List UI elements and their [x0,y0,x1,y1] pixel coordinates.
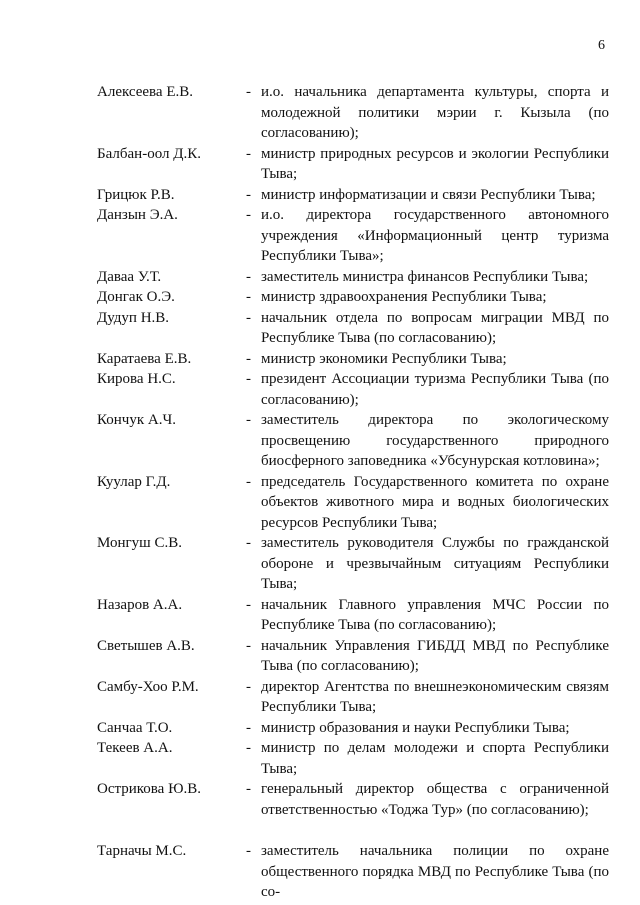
list-item [0,308,640,349]
member-name: Данзын Э.А. [97,207,178,223]
page-number: 6 [598,38,605,53]
member-name: Текеев А.А. [97,740,173,756]
list-item [0,287,640,308]
member-role: и.о. начальника департамента культуры, спорта и молодежной политики мэрии г. Кызыла (по согласованию); [261,84,609,141]
list-item [0,533,640,595]
member-role: министр здравоохранения Республики Тыва; [261,289,547,305]
dash-separator: - [246,678,251,695]
member-role: президент Ассоциации туризма Республики Тыва (по согласованию); [261,371,609,408]
list-item [0,595,640,636]
dash-separator: - [246,371,251,387]
member-role: заместитель начальника полиции по охране общественного порядка МВД по Республике Тыва (по со- [261,843,609,900]
dash-separator: - [246,535,251,551]
member-role: директор Агентства по внешнеэкономическим связям Республики Тыва; [261,678,609,715]
member-name: Дудуп Н.В. [97,309,170,326]
member-name: Острикова Ю.В. [97,781,201,797]
member-role: и.о. директора государственного автономного учреждения «Информационный центр туризма Республики Тыва»; [261,207,609,264]
member-name: Тарначы М.С. [97,843,187,859]
list-item [0,185,640,206]
dash-separator: - [246,207,251,223]
member-role: начальник отдела по вопросам миграции МВД по Республике Тыва (по согласованию); [261,309,609,346]
member-name: Донгак О.Э. [97,289,175,305]
member-name: Монгуш С.В. [97,535,182,551]
member-name: Куулар Г.Д. [97,473,171,490]
list-item [0,677,640,718]
member-role: министр природных ресурсов и экологии Республики Тыва; [261,145,609,182]
spacer [0,820,640,841]
dash-separator: - [246,186,251,203]
member-name: Светышев А.В. [97,637,195,654]
list-item [0,636,640,677]
member-name: Назаров А.А. [97,596,183,613]
dash-separator: - [246,740,251,756]
member-name: Грицюк Р.В. [97,186,175,203]
members-list [0,82,640,903]
member-name: Даваа У.Т. [97,268,162,285]
member-role: министр экономики Республики Тыва; [261,350,507,367]
dash-separator: - [246,596,251,613]
member-role: начальник Управления ГИБДД МВД по Республике Тыва (по согласованию); [261,637,609,674]
dash-separator: - [246,289,251,305]
list-item [0,82,640,144]
list-item [0,267,640,288]
member-name: Санчаа Т.О. [97,719,173,736]
member-name: Кирова Н.С. [97,371,176,387]
member-role: заместитель директора по экологическому просвещению государственного природного биосферного заповедника «Убсунурская котловина»; [261,412,609,469]
dash-separator: - [246,637,251,654]
member-name: Алексеева Е.В. [97,84,194,100]
member-name: Кончук А.Ч. [97,412,176,428]
member-name: Самбу-Хоо Р.М. [97,678,199,695]
member-name: Каратаева Е.В. [97,350,192,367]
member-role: начальник Главного управления МЧС России по Республике Тыва (по согласованию); [261,596,609,633]
member-role: заместитель руководителя Службы по гражданской обороне и чрезвычайным ситуациям Республики Тыва; [261,535,609,592]
dash-separator: - [246,719,251,736]
list-item [0,779,640,820]
dash-separator: - [246,84,251,100]
dash-separator: - [246,473,251,490]
dash-separator: - [246,268,251,285]
member-role: заместитель министра финансов Республики Тыва; [261,268,589,285]
dash-separator: - [246,309,251,326]
dash-separator: - [246,145,251,162]
dash-separator: - [246,350,251,367]
list-item [0,472,640,534]
list-item [0,144,640,185]
member-role: министр по делам молодежи и спорта Республики Тыва; [261,740,609,777]
member-name: Балбан-оол Д.К. [97,145,201,162]
member-role: генеральный директор общества с ограниченной ответственностью «Тоджа Тур» (по согласованию); [261,781,609,818]
list-item [0,349,640,370]
dash-separator: - [246,843,251,859]
member-role: председатель Государственного комитета по охране объектов животного мира и водных биологических ресурсов Республики Тыва; [261,473,609,531]
list-item [0,369,640,410]
list-item [0,841,640,903]
dash-separator: - [246,781,251,797]
member-role: министр информатизации и связи Республики Тыва; [261,186,596,203]
dash-separator: - [246,412,251,428]
member-role: министр образования и науки Республики Тыва; [261,719,570,736]
list-item [0,410,640,472]
list-item [0,205,640,267]
list-item [0,718,640,739]
list-item [0,738,640,779]
